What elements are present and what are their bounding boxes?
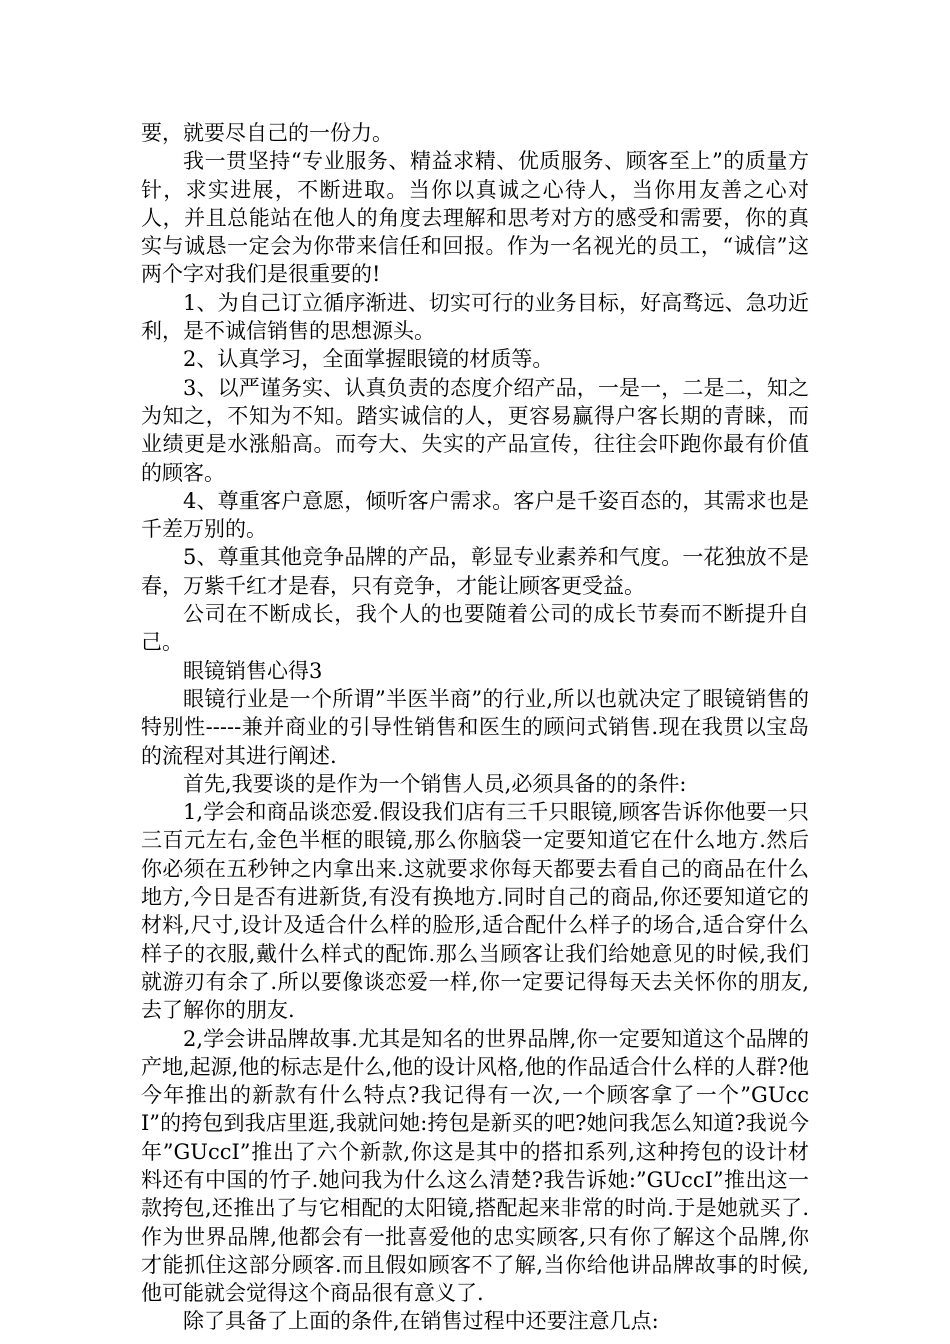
document-page xyxy=(141,119,809,1336)
paragraph: 要，就要尽自己的一份力。 xyxy=(141,121,393,145)
section-heading: 眼镜销售心得3 xyxy=(183,658,323,683)
list-item: 1、为自己订立循序渐进、切实可行的业务目标，好高骛远、急功近利，是不诚信销售的思想源头。 xyxy=(141,290,809,344)
paragraph: 除了具备了上面的条件,在销售过程中还要注意几点: xyxy=(183,1309,659,1334)
list-item: 2、认真学习，全面掌握眼镜的材质等。 xyxy=(183,347,554,372)
list-item: 5、尊重其他竞争品牌的产品，彰显专业素养和气度。一花独放不是春，万紫千红才是春，只有竞争，才能让顾客更受益。 xyxy=(141,545,809,598)
list-item: 3、以严谨务实、认真负责的态度介绍产品，一是一，二是二，知之为知之，不知为不知。踏实诚信的人，更容易赢得户客长期的青睐，而业绩更是水涨船高。而夸大、失实的产品宣传，往往会吓跑你最有价值的顾客。 xyxy=(141,375,809,485)
paragraph: 我一贯坚持“专业服务、精益求精、优质服务、顾客至上”的质量方针，求实进展，不断进取。当你以真诚之心待人，当你用友善之心对人，并且总能站在他人的角度去理解和思考对方的感受和需要，你的真实与诚恳一定会为你带来信任和回报。作为一名视光的员工，“诚信”这两个字对我们是很重要的! xyxy=(141,149,809,287)
paragraph: 首先,我要谈的是作为一个销售人员,必须具备的的条件: xyxy=(183,771,687,796)
list-item: 2,学会讲品牌故事.尤其是知名的世界品牌,你一定要知道这个品牌的产地,起源,他的标志是什么,他的设计风格,他的作品适合什么样的人群?他今年推出的新款有什么特点?我记得有一次,一个顾客拿了一个”GUccI”的挎包到我店里逛,我就问她:挎包是新买的吧?她问我怎么知道?我说今年”GUccI”推出了六个新款,你这是其中的搭扣系列,这种挎包的设计材料还有中国的竹子.她问我为什么这么清楚?我告诉她:”GUccI”推出这一款挎包,还推出了与它相配的太阳镜,搭配起来非常的时尚.于是她就买了.作为世界品牌,他都会有一批喜爱他的忠实顾客,只有你了解这个品牌,你才能抓住这部分顾客.而且假如顾客不了解,当你给他讲品牌故事的时候,他可能就会觉得这个商品很有意义了. xyxy=(141,1026,809,1306)
list-item: 4、尊重客户意愿，倾听客户需求。客户是千姿百态的，其需求也是千差万别的。 xyxy=(141,488,809,542)
paragraph: 公司在不断成长，我个人的也要随着公司的成长节奏而不断提升自己。 xyxy=(141,602,809,655)
paragraph: 眼镜行业是一个所谓”半医半商”的行业,所以也就决定了眼镜销售的特别性-----兼并商业的引导性销售和医生的顾问式销售.现在我贯以宝岛的流程对其进行阐述. xyxy=(141,686,809,768)
list-item: 1,学会和商品谈恋爱.假设我们店有三千只眼镜,顾客告诉你他要一只三百元左右,金色半框的眼镜,那么你脑袋一定要知道它在什么地方.然后你必须在五秒钟之内拿出来.这就要求你每天都要去看自己的商品在什么地方,今日是否有进新货,有没有换地方.同时自己的商品,你还要知道它的材料,尺寸,设计及适合什么样的脸形,适合配什么样子的场合,适合穿什么样子的衣服,戴什么样式的配饰.那么当顾客让我们给她意见的时候,我们就游刃有余了.所以要像谈恋爱一样,你一定要记得每天去关怀你的朋友,去了解你的朋友. xyxy=(141,800,809,1023)
